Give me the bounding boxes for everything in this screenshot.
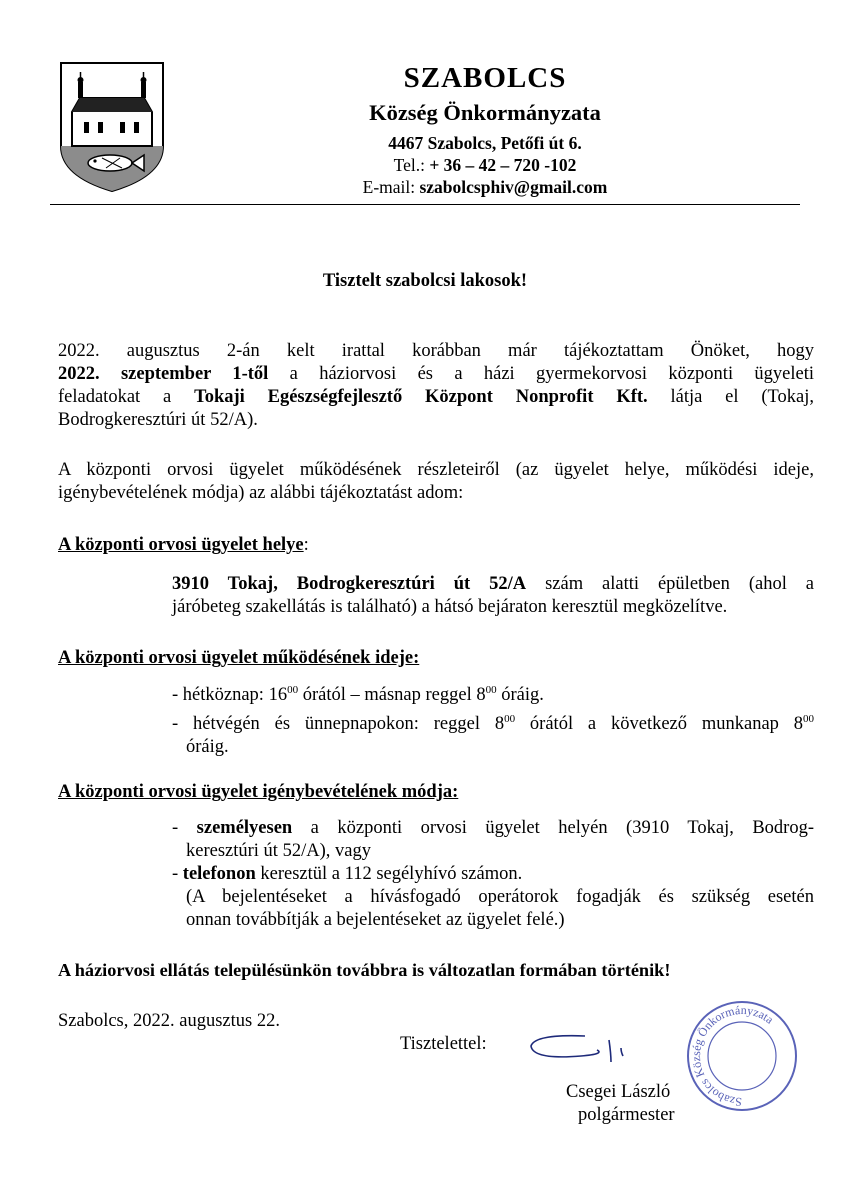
signer-title: polgármester bbox=[578, 1105, 675, 1125]
location-line-1 bbox=[172, 574, 814, 595]
header-divider bbox=[50, 204, 800, 205]
municipality-address: 4467 Szabolcs, Petőfi út 6. bbox=[388, 133, 582, 153]
access-item-1-cont: keresztúri út 52/A), vagy bbox=[186, 841, 371, 861]
location-heading bbox=[58, 535, 309, 556]
access-text: keresztül a 112 segélyhívó számon. bbox=[255, 864, 523, 884]
colon: : bbox=[303, 535, 309, 555]
intro-line-4: Bodrogkeresztúri út 52/A). bbox=[58, 410, 258, 430]
intro2-line-2: igénybevételének módja) az alábbi tájékoztatást adom: bbox=[58, 483, 464, 503]
hours-weekend bbox=[172, 714, 814, 735]
municipality-name: SZABOLCS bbox=[403, 62, 567, 94]
superscript: 00 bbox=[803, 713, 814, 725]
access-phone: telefonon bbox=[182, 864, 256, 884]
superscript: 00 bbox=[504, 713, 516, 725]
phone-line bbox=[230, 155, 740, 176]
email-label: E-mail: bbox=[362, 177, 420, 197]
salutation: Tisztelt szabolcsi lakosok! bbox=[322, 271, 528, 291]
location-line-2: járóbeteg szakellátás is található) a hátsó bejáraton keresztül megközelítve. bbox=[172, 597, 728, 617]
intro-text: feladatokat a bbox=[58, 387, 195, 407]
intro2-line-1: A központi orvosi ügyelet működésének részleteiről (az ügyelet helye, működési ideje, bbox=[58, 460, 814, 480]
hours-text: - hétvégén és ünnepnapokon: reggel 8 bbox=[172, 714, 505, 734]
access-text: a központi orvosi ügyelet helyén (3910 Tokaj, Bodrog- bbox=[292, 818, 814, 838]
access-heading: A központi orvosi ügyelet igénybevételének módja: bbox=[58, 782, 459, 802]
location-address: 3910 Tokaj, Bodrogkeresztúri út 52/A bbox=[172, 574, 527, 594]
hours-text: órától – másnap reggel 8 bbox=[298, 685, 486, 705]
intro-line-2 bbox=[58, 364, 814, 385]
location-text: szám alatti épületben (ahol a bbox=[526, 574, 814, 594]
email-line bbox=[230, 177, 740, 198]
start-date: 2022. szeptember 1-től bbox=[58, 364, 269, 384]
intro-text: a háziorvosi és a házi gyermekorvosi központi ügyeleti bbox=[268, 364, 815, 384]
hours-text: óráig. bbox=[496, 685, 544, 705]
hours-weekend-cont: óráig. bbox=[186, 737, 229, 757]
intro-line-3 bbox=[58, 387, 814, 408]
intro-text: látja el (Tokaj, bbox=[647, 387, 814, 407]
hours-text: - hétköznap: 16 bbox=[172, 685, 288, 705]
provider-name: Tokaji Egészségfejlesztő Központ Nonprofit Kft. bbox=[194, 387, 648, 407]
municipality-subtitle: Község Önkormányzata bbox=[369, 100, 601, 125]
dash: - bbox=[172, 818, 197, 838]
superscript: 00 bbox=[485, 684, 497, 696]
stamp-text: Szabolcs Község Önkormányzata bbox=[688, 1002, 777, 1110]
access-item-1 bbox=[172, 818, 814, 839]
email-address: szabolcsphiv@gmail.com bbox=[419, 177, 608, 197]
signer-name: Csegei László bbox=[566, 1082, 671, 1102]
access-item-2-note-1: (A bejelentéseket a hívásfogadó operátorok fogadják és szükség esetén bbox=[186, 887, 814, 907]
hours-heading: A központi orvosi ügyelet működésének ideje: bbox=[58, 648, 420, 668]
place-date: Szabolcs, 2022. augusztus 22. bbox=[58, 1011, 280, 1031]
phone-number: + 36 – 42 – 720 -102 bbox=[429, 155, 577, 175]
coat-of-arms-logo bbox=[58, 60, 166, 194]
regards: Tisztelettel: bbox=[400, 1034, 487, 1054]
location-heading-text: A központi orvosi ügyelet helye bbox=[58, 535, 304, 555]
phone-label: Tel.: bbox=[393, 155, 430, 175]
hours-weekday bbox=[172, 685, 544, 706]
access-item-2 bbox=[172, 864, 522, 885]
access-personal: személyesen bbox=[196, 818, 293, 838]
hours-text: órától a következő munkanap 8 bbox=[515, 714, 803, 734]
dash: - bbox=[172, 864, 183, 884]
intro-line-1: 2022. augusztus 2-án kelt irattal korábban már tájékoztattam Önöket, hogy bbox=[58, 341, 814, 361]
closing-statement: A háziorvosi ellátás településünkön továbbra is változatlan formában történik! bbox=[58, 960, 671, 980]
superscript: 00 bbox=[287, 684, 299, 696]
access-item-2-note-2: onnan továbbítják a bejelentéseket az ügyelet felé.) bbox=[186, 910, 565, 930]
signature bbox=[525, 1016, 725, 1076]
